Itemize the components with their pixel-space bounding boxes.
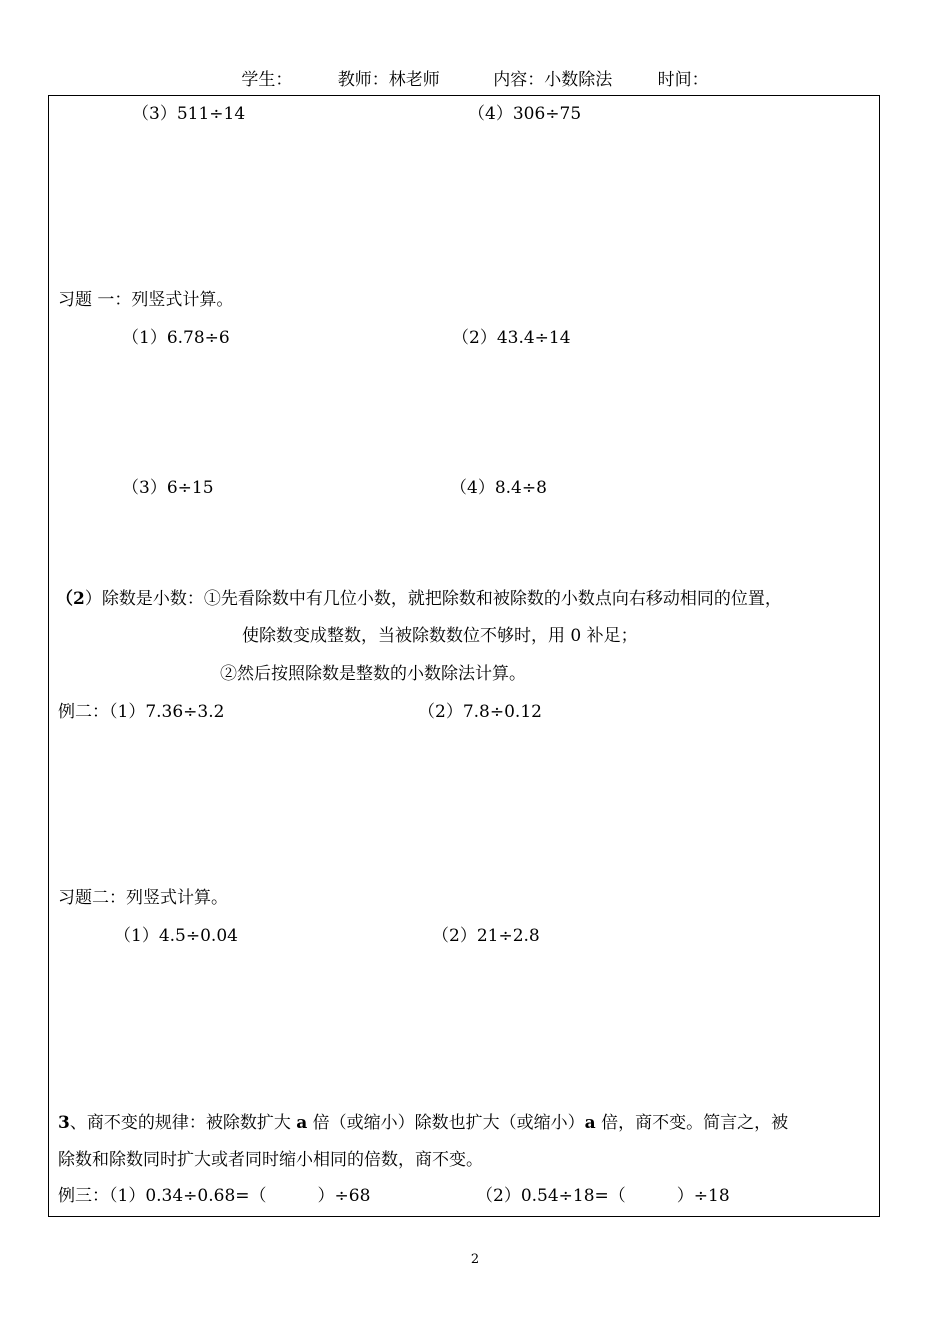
rule-two-step1: ①先看除数中有几位小数，就把除数和被除数的小数点向右移动相同的位置， bbox=[203, 589, 782, 609]
rule-two-heading-text: ）除数是小数： bbox=[84, 589, 204, 609]
problem-item: （1）6.78÷6 bbox=[122, 328, 230, 348]
rule-two-heading bbox=[56, 591, 782, 608]
variable-a: a bbox=[584, 1113, 596, 1133]
rule-three-line1 bbox=[58, 1115, 788, 1132]
rule-two-number: （2 bbox=[56, 589, 85, 609]
rule-three-text: 倍（或缩小）除数也扩大（或缩小） bbox=[307, 1113, 585, 1133]
rule-three-number: 3 bbox=[58, 1113, 70, 1133]
example-two-row bbox=[58, 704, 224, 721]
problem-item: （1）0.34÷0.68=（ ）÷68 bbox=[109, 1186, 371, 1206]
variable-a: a bbox=[296, 1113, 308, 1133]
worksheet-frame bbox=[48, 95, 880, 1217]
page-header bbox=[0, 72, 950, 89]
rule-three-line2: 除数和除数同时扩大或者同时缩小相同的倍数，商不变。 bbox=[58, 1150, 483, 1170]
problem-item: （2）21÷2.8 bbox=[432, 926, 540, 946]
problem-item: （3）6÷15 bbox=[122, 478, 214, 498]
page-number: 2 bbox=[470, 1252, 480, 1267]
problem-item: （4）8.4÷8 bbox=[450, 478, 547, 498]
teacher-label: 教师：林老师 bbox=[337, 70, 440, 90]
problem-item: （2）7.8÷0.12 bbox=[418, 702, 542, 722]
rule-two-step1-cont: 使除数变成整数，当被除数数位不够时，用 0 补足； bbox=[242, 626, 638, 646]
problem-item: （3）511÷14 bbox=[132, 104, 246, 124]
example-two-label: 例二： bbox=[58, 702, 109, 722]
problem-item: （4）306÷75 bbox=[468, 104, 582, 124]
problem-item: （1）4.5÷0.04 bbox=[114, 926, 238, 946]
problem-item: （2）43.4÷14 bbox=[452, 328, 571, 348]
exercise-two-title: 习题二：列竖式计算。 bbox=[58, 888, 228, 908]
content-label: 内容：小数除法 bbox=[493, 70, 613, 90]
problem-item: （1）7.36÷3.2 bbox=[109, 702, 225, 722]
problem-item: （2）0.54÷18=（ ）÷18 bbox=[476, 1186, 730, 1206]
time-label: 时间： bbox=[657, 70, 709, 90]
example-three-label: 例三： bbox=[58, 1186, 109, 1206]
rule-two-step2: ②然后按照除数是整数的小数除法计算。 bbox=[220, 664, 526, 684]
rule-three-text: 、商不变的规律：被除数扩大 bbox=[69, 1113, 297, 1133]
student-label: 学生： bbox=[241, 70, 293, 90]
rule-three-text: 倍，商不变。简言之，被 bbox=[595, 1113, 789, 1133]
exercise-one-title: 习题 一：列竖式计算。 bbox=[58, 290, 234, 310]
example-three-row bbox=[58, 1188, 370, 1205]
